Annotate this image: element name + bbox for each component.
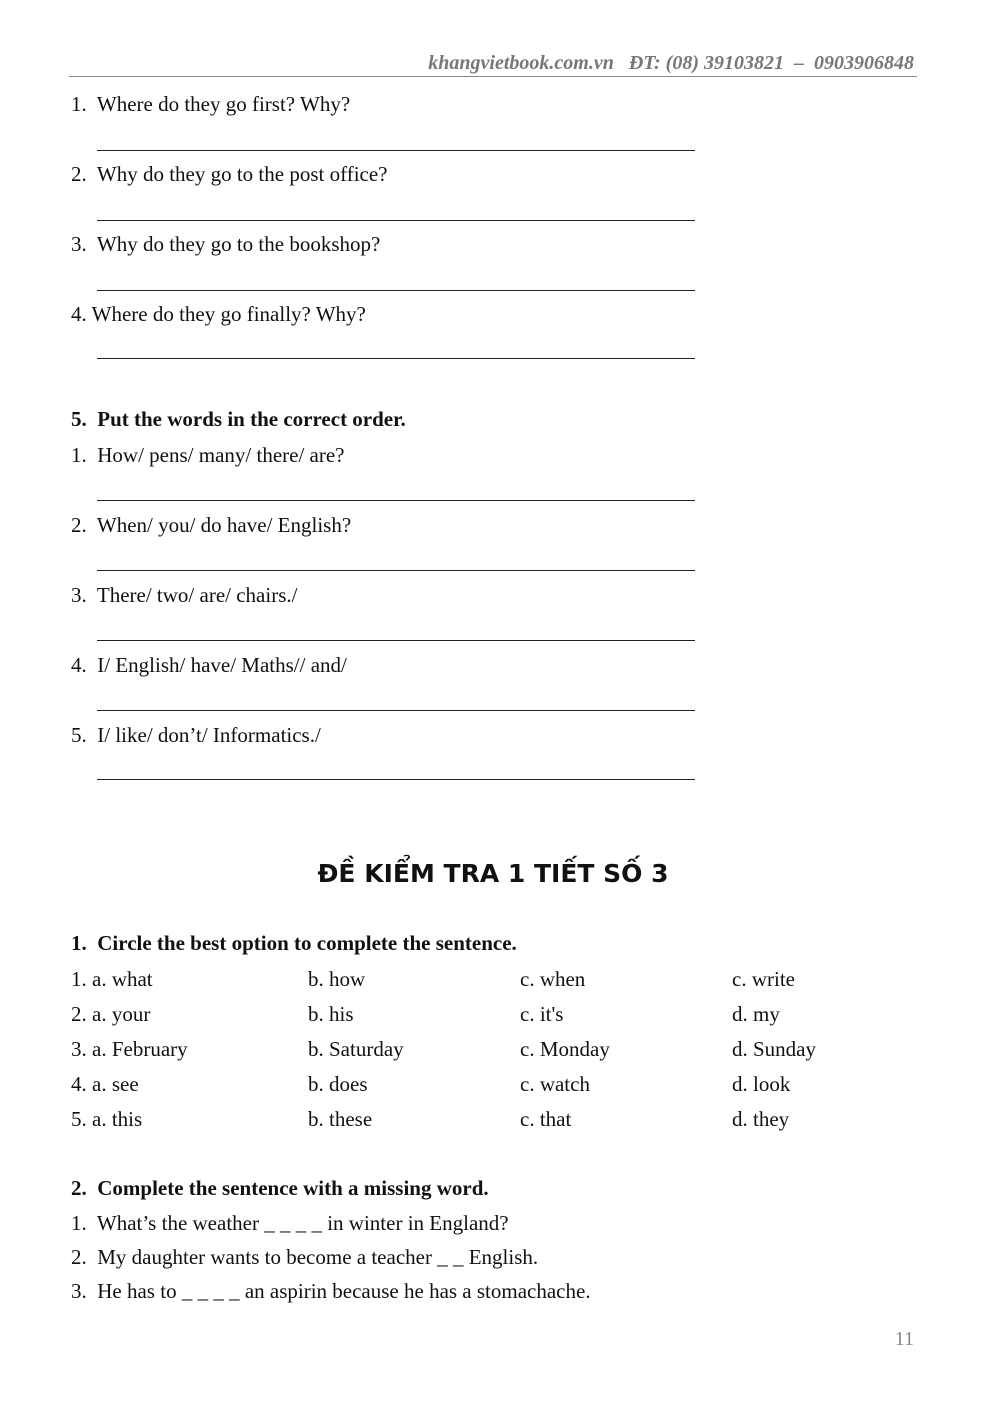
answer-line[interactable] bbox=[97, 640, 695, 641]
option: d. Sunday bbox=[732, 1037, 816, 1061]
reorder-item: 4. I/ English/ have/ Maths// and/ bbox=[71, 653, 347, 677]
option: 1. a. what bbox=[71, 967, 153, 991]
section-heading: 2. Complete the sentence with a missing word. bbox=[71, 1176, 489, 1200]
question: 4. Where do they go finally? Why? bbox=[71, 302, 366, 326]
answer-line[interactable] bbox=[97, 570, 695, 571]
answer-line[interactable] bbox=[97, 150, 695, 151]
answer-line[interactable] bbox=[97, 779, 695, 780]
reorder-item: 2. When/ you/ do have/ English? bbox=[71, 513, 352, 537]
answer-line[interactable] bbox=[97, 358, 695, 359]
option: c. it's bbox=[520, 1002, 564, 1026]
fill-in-item: 2. My daughter wants to become a teacher _ _ English. bbox=[71, 1245, 539, 1269]
option: b. Saturday bbox=[308, 1037, 404, 1061]
test-title: ĐỀ KIỂM TRA 1 TIẾT SỐ 3 bbox=[317, 859, 669, 888]
fill-in-item: 1. What’s the weather _ _ _ _ in winter in England? bbox=[71, 1211, 509, 1235]
option: b. how bbox=[308, 967, 366, 991]
page-header: khangvietbook.com.vn ĐT: (08) 39103821 – 0903906848 bbox=[428, 52, 914, 74]
header-divider bbox=[69, 76, 917, 77]
reorder-item: 3. There/ two/ are/ chairs./ bbox=[71, 583, 298, 607]
option: c. watch bbox=[520, 1072, 590, 1096]
question: 3. Why do they go to the bookshop? bbox=[71, 232, 381, 256]
reorder-item: 5. I/ like/ don’t/ Informatics./ bbox=[71, 723, 321, 747]
answer-line[interactable] bbox=[97, 290, 695, 291]
answer-line[interactable] bbox=[97, 710, 695, 711]
section-heading: 5. Put the words in the correct order. bbox=[71, 407, 406, 431]
option: b. these bbox=[308, 1107, 373, 1131]
question: 2. Why do they go to the post office? bbox=[71, 162, 388, 186]
option: c. Monday bbox=[520, 1037, 610, 1061]
reorder-item: 1. How/ pens/ many/ there/ are? bbox=[71, 443, 345, 467]
option: c. when bbox=[520, 967, 586, 991]
answer-line[interactable] bbox=[97, 500, 695, 501]
answer-line[interactable] bbox=[97, 220, 695, 221]
option: b. his bbox=[308, 1002, 354, 1026]
option: 4. a. see bbox=[71, 1072, 139, 1096]
option: c. that bbox=[520, 1107, 572, 1131]
option: c. write bbox=[732, 967, 795, 991]
option: b. does bbox=[308, 1072, 368, 1096]
section-heading: 1. Circle the best option to complete the sentence. bbox=[71, 931, 517, 955]
page-number: 11 bbox=[894, 1328, 914, 1350]
option: 2. a. your bbox=[71, 1002, 151, 1026]
option: 5. a. this bbox=[71, 1107, 143, 1131]
option: d. they bbox=[732, 1107, 790, 1131]
option: d. look bbox=[732, 1072, 791, 1096]
option: 3. a. February bbox=[71, 1037, 188, 1061]
option: d. my bbox=[732, 1002, 780, 1026]
question: 1. Where do they go first? Why? bbox=[71, 92, 351, 116]
fill-in-item: 3. He has to _ _ _ _ an aspirin because he has a stomachache. bbox=[71, 1279, 591, 1303]
